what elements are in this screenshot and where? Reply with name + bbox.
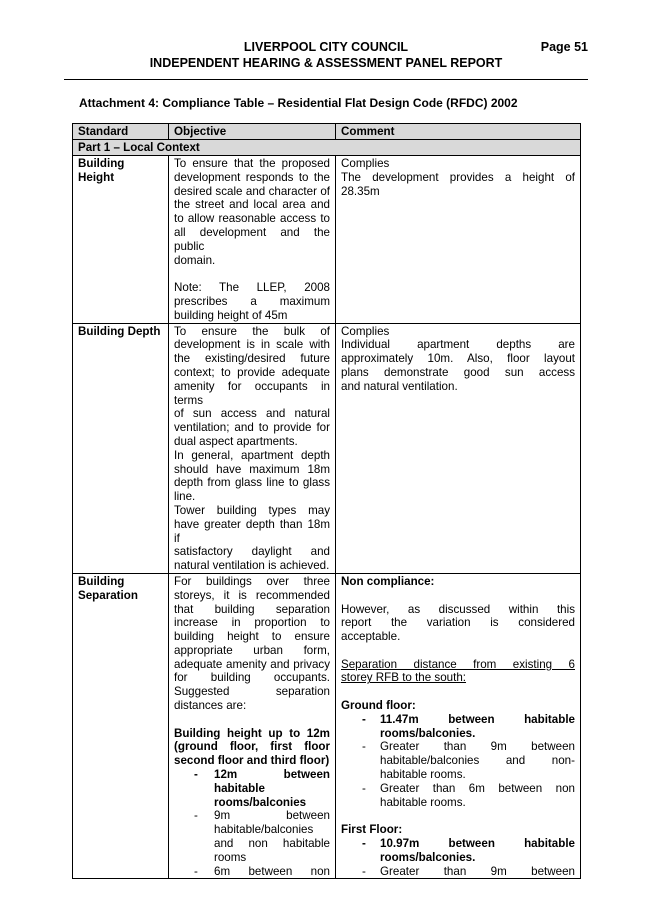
objective-note-line: building height of 45m: [174, 308, 288, 322]
comment-cell: [336, 323, 581, 573]
objective-line: natural ventilation is achieved.: [174, 559, 330, 573]
list-item-line: Greater than 9m between: [380, 740, 575, 754]
objective-line: should have maximum 18m: [174, 462, 330, 476]
comment-line: approximately 10m. Also, floor layout: [341, 352, 575, 366]
list-item-line: habitable/balconies and non-: [380, 754, 575, 768]
part-row: [73, 140, 581, 156]
list-item: - 11.47m between habitable rooms/balconies.: [362, 712, 575, 740]
objective-line: have greater depth than 18m if: [174, 517, 330, 545]
objective-line: To ensure that the proposed: [174, 157, 330, 170]
objective-line: storeys, it is recommended: [174, 588, 330, 602]
list-item: - 12m between habitable rooms/balconies: [194, 768, 330, 809]
objective-line: the street and local area and: [174, 198, 330, 212]
objective-line: distances are:: [174, 699, 247, 713]
objective-cell: [169, 156, 336, 324]
list-item-line: habitable rooms.: [380, 768, 466, 782]
list-item: - 10.97m between habitable rooms/balconies.: [362, 837, 575, 864]
comment-cell: [336, 156, 581, 324]
objective-line: desired scale and character of: [174, 184, 330, 198]
objective-line: depth from glass line to glass: [174, 476, 330, 490]
objective-cell: [169, 573, 336, 879]
standard-cell: Building Depth: [73, 323, 169, 573]
list-item-line: rooms: [214, 850, 247, 864]
objective-line: development responds to the: [174, 170, 330, 184]
objective-line: development is in scale with: [174, 338, 330, 352]
list-item: - 9m between habitable/balconies and non habitable rooms: [194, 809, 330, 864]
objective-line: line.: [174, 490, 196, 504]
objective-line: adequate amenity and privacy: [174, 657, 330, 671]
table-header-row: [73, 124, 581, 140]
objective-line: domain.: [174, 253, 216, 267]
list-item-line: 9m between: [214, 809, 330, 823]
comment-sep-heading-line: Separation distance from existing 6: [341, 657, 575, 671]
list-item-line: rooms/balconies: [214, 795, 307, 809]
page-header: [64, 40, 588, 76]
comment-line: report the variation is considered: [341, 616, 575, 630]
list-item-line: habitable: [214, 781, 265, 795]
objective-line: for building occupants.: [174, 671, 330, 685]
header-report-title: INDEPENDENT HEARING & ASSESSMENT PANEL REPORT: [149, 56, 503, 70]
objective-line: all development and the public: [174, 225, 330, 253]
objective-line: context; to provide adequate: [174, 365, 330, 379]
objective-line: appropriate urban form,: [174, 643, 330, 657]
objective-line: building height to ensure: [174, 630, 330, 644]
objective-line: amenity for occupants in terms: [174, 379, 330, 407]
list-item-line: 6m between non: [214, 864, 330, 878]
objective-cell: [169, 323, 336, 573]
objective-subheading-line: second floor and third floor): [174, 754, 330, 768]
table-row: [73, 573, 581, 879]
comment-sep-heading-line: storey RFB to the south:: [341, 671, 467, 685]
header-council-name: LIVERPOOL CITY COUNCIL: [243, 40, 409, 54]
standard-line: Separation: [78, 588, 138, 602]
comment-line: Individual apartment depths are: [341, 338, 575, 352]
objective-line: of sun access and natural: [174, 407, 330, 421]
list-item-line: rooms/balconies.: [380, 850, 476, 864]
comment-line: acceptable.: [341, 630, 401, 644]
page-number: Page 51: [540, 40, 588, 54]
standard-cell: Building Height: [73, 156, 169, 324]
table-row: [73, 323, 581, 573]
objective-line: dual aspect apartments.: [174, 434, 298, 448]
objective-line: Tower building types may: [174, 503, 330, 517]
header-standard: Standard: [73, 124, 169, 140]
objective-line: satisfactory daylight and: [174, 545, 330, 559]
part-label: Part 1 – Local Context: [73, 140, 581, 156]
header-objective: Objective: [169, 124, 336, 140]
list-item-line: habitable rooms.: [380, 795, 466, 809]
objective-line: In general, apartment depth: [174, 448, 330, 462]
list-item-line: and non habitable: [214, 837, 330, 851]
first-floor-label: First Floor:: [341, 823, 403, 837]
objective-line: To ensure the bulk of: [174, 324, 330, 338]
objective-note-line: Note: The LLEP, 2008: [174, 281, 330, 295]
objective-note-line: prescribes a maximum: [174, 294, 330, 308]
list-item-line: habitable/balconies: [214, 823, 314, 837]
header-comment: Comment: [336, 124, 581, 140]
list-item-line: rooms/balconies.: [380, 726, 476, 740]
objective-line: to allow reasonable access to: [174, 212, 330, 226]
header-rule: [64, 79, 588, 80]
attachment-title: Attachment 4: Compliance Table – Residential Flat Design Code (RFDC) 2002: [79, 96, 518, 110]
comment-line: The development provides a height of: [341, 170, 575, 184]
objective-subheading-line: (ground floor, first floor: [174, 740, 330, 754]
comment-status: Complies: [341, 157, 390, 170]
list-item-line: 10.97m between habitable: [380, 837, 575, 851]
list-item: - Greater than 9m between: [362, 864, 575, 878]
objective-line: increase in proportion to: [174, 616, 330, 630]
compliance-table: [72, 123, 581, 879]
list-item: - Greater than 6m between non habitable rooms.: [362, 781, 575, 809]
comment-line: and natural ventilation.: [341, 379, 458, 393]
list-item-line: 12m between: [214, 768, 330, 782]
comment-status: Non compliance:: [341, 574, 435, 588]
list-item: - Greater than 9m between habitable/balconies and non- habitable rooms.: [362, 740, 575, 782]
objective-line: For buildings over three: [174, 574, 330, 588]
objective-line: that building separation: [174, 602, 330, 616]
objective-subheading-line: Building height up to 12m: [174, 726, 330, 740]
comment-cell: [336, 573, 581, 879]
comment-line: However, as discussed within this: [341, 602, 575, 616]
objective-line: ventilation; and to provide for: [174, 421, 330, 435]
comment-line: 28.35m: [341, 184, 380, 198]
comment-status: Complies: [341, 324, 390, 338]
objective-line: Suggested separation: [174, 685, 330, 699]
list-item-line: Greater than 9m between: [380, 864, 575, 878]
list-item: - 6m between non: [194, 864, 330, 878]
comment-line: plans demonstrate good sun access: [341, 365, 575, 379]
objective-line: the existing/desired future: [174, 352, 330, 366]
ground-floor-label: Ground floor:: [341, 699, 416, 713]
table-row: [73, 156, 581, 324]
list-item-line: 11.47m between habitable: [380, 712, 575, 726]
standard-cell: [73, 573, 169, 879]
list-item-line: Greater than 6m between non: [380, 781, 575, 795]
standard-line: Building: [78, 574, 125, 588]
